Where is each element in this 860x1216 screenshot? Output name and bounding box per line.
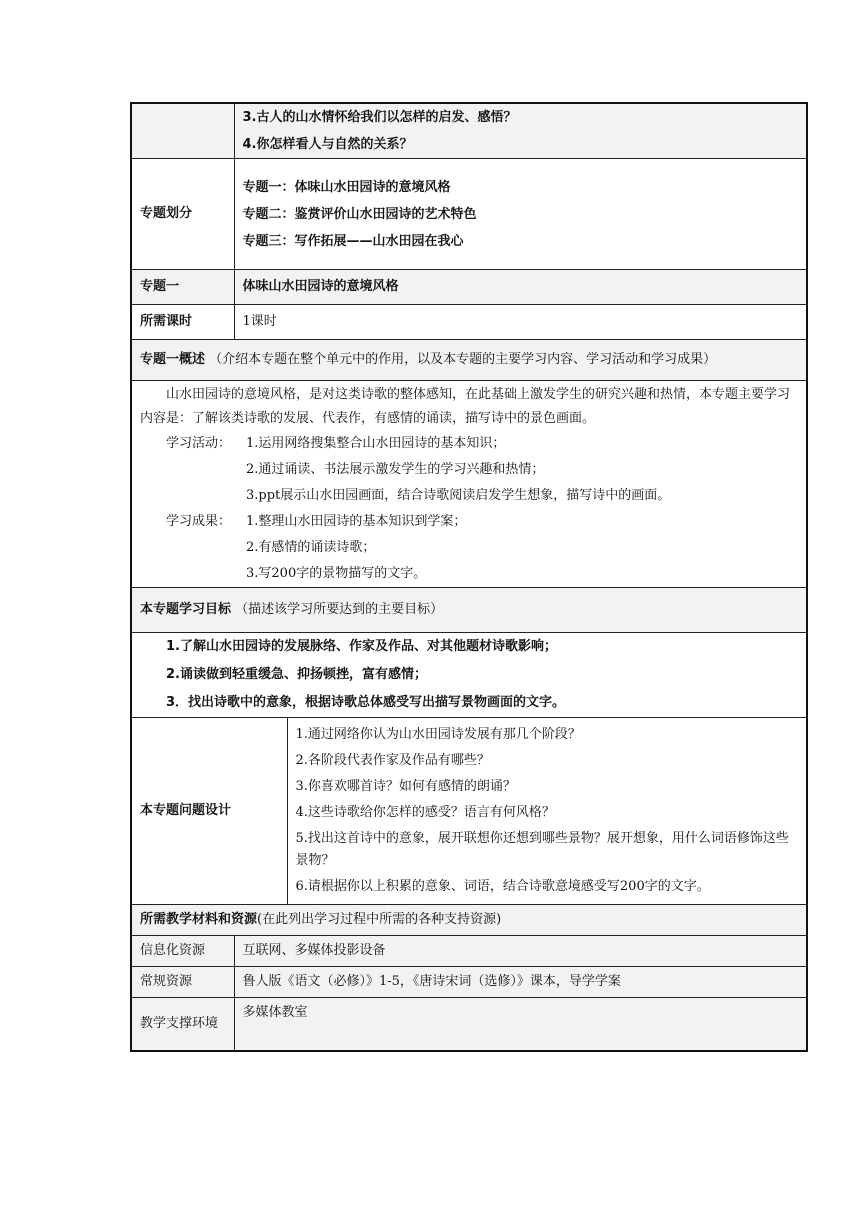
activities-label: 学习活动： bbox=[166, 436, 232, 451]
goals-content-row bbox=[131, 633, 807, 718]
topic-division-row bbox=[131, 159, 807, 270]
outcomes-list bbox=[246, 509, 798, 587]
reflection-label-cell bbox=[131, 103, 234, 159]
question-item: 5.找出这首诗中的意象，展开联想你还想到哪些景物？展开想象，用什么词语修饰这些景物？ bbox=[295, 831, 789, 868]
resource-value: 鲁人版《语文（必修）》1-5，《唐诗宋词（选修）》课本，导学学案 bbox=[234, 967, 807, 998]
resource-row bbox=[131, 936, 807, 967]
activities-list bbox=[246, 431, 798, 509]
reflection-item: 4.你怎样看人与自然的关系？ bbox=[242, 137, 413, 152]
resource-label: 教学支撑环境 bbox=[131, 998, 234, 1052]
resource-value: 互联网、多媒体投影设备 bbox=[234, 936, 807, 967]
questions-row bbox=[131, 718, 807, 905]
resource-label: 常规资源 bbox=[131, 967, 234, 998]
outcome-item: 3.写200字的景物描写的文字。 bbox=[246, 566, 427, 581]
activity-item: 1.运用网络搜集整合山水田园诗的基本知识； bbox=[246, 436, 506, 451]
plan-table bbox=[130, 102, 808, 1052]
resource-row bbox=[131, 967, 807, 998]
topic-item: 专题一：体味山水田园诗的意境风格 bbox=[242, 179, 451, 195]
class-hours-row bbox=[131, 305, 807, 340]
overview-header-row bbox=[131, 340, 807, 381]
resources-header-row bbox=[131, 905, 807, 936]
goals-header-row bbox=[131, 588, 807, 633]
class-hours-label: 所需课时 bbox=[131, 305, 234, 340]
outcome-item: 1.整理山水田园诗的基本知识到学案； bbox=[246, 514, 467, 529]
question-item: 1.通过网络你认为山水田园诗发展有那几个阶段？ bbox=[295, 727, 581, 742]
outcome-item: 2.有感情的诵读诗歌； bbox=[246, 540, 376, 555]
overview-content bbox=[131, 381, 807, 588]
overview-content-row bbox=[131, 381, 807, 588]
resources-hint: (在此列出学习过程中所需的各种支持资源) bbox=[257, 912, 502, 927]
goals-content bbox=[131, 633, 807, 718]
questions-label: 本专题问题设计 bbox=[131, 718, 287, 905]
reflection-content bbox=[234, 103, 807, 159]
outcomes-block bbox=[140, 509, 798, 587]
goal-item: 3．找出诗歌中的意象，根据诗歌总体感受写出描写景物画面的文字。 bbox=[166, 695, 566, 710]
activity-item: 3.ppt展示山水田园画面，结合诗歌阅读启发学生想象，描写诗中的画面。 bbox=[246, 488, 671, 503]
resource-row bbox=[131, 998, 807, 1052]
resources-header bbox=[131, 905, 807, 936]
topic-one-value: 体味山水田园诗的意境风格 bbox=[234, 270, 807, 305]
question-item: 6.请根据你以上积累的意象、词语，结合诗歌意境感受写200字的文字。 bbox=[295, 879, 710, 894]
activities-block bbox=[140, 431, 798, 509]
lesson-plan-table bbox=[130, 102, 806, 1052]
question-item: 4.这些诗歌给你怎样的感受？语言有何风格？ bbox=[295, 805, 555, 820]
topic-one-row bbox=[131, 270, 807, 305]
topic-item: 专题三：写作拓展——山水田园在我心 bbox=[242, 233, 464, 249]
reflection-row bbox=[131, 103, 807, 159]
goals-header bbox=[131, 588, 807, 633]
overview-hint: （介绍本专题在整个单元中的作用，以及本专题的主要学习内容、学习活动和学习成果） bbox=[209, 352, 717, 367]
reflection-item: 3.古人的山水情怀给我们以怎样的启发、感悟？ bbox=[242, 110, 517, 125]
resource-value: 多媒体教室 bbox=[234, 998, 807, 1052]
topic-item: 专题二：鉴赏评价山水田园诗的艺术特色 bbox=[242, 206, 477, 222]
overview-title: 专题一概述 bbox=[140, 352, 206, 367]
resource-label: 信息化资源 bbox=[131, 936, 234, 967]
resources-title: 所需教学材料和资源 bbox=[140, 912, 258, 927]
overview-header bbox=[131, 340, 807, 381]
goal-item: 2.诵读做到轻重缓急、抑扬顿挫，富有感情； bbox=[166, 667, 427, 682]
topic-division-content bbox=[234, 159, 807, 270]
goals-hint: （描述该学习所要达到的主要目标） bbox=[235, 602, 444, 617]
activity-item: 2.通过诵读、书法展示激发学生的学习兴趣和热情； bbox=[246, 462, 545, 477]
overview-intro: 山水田园诗的意境风格，是对这类诗歌的整体感知，在此基础上激发学生的研究兴趣和热情，本专题主要学习内容是：了解该类诗歌的发展、代表作，有感情的诵读，描写诗中的景色画面。 bbox=[140, 387, 791, 426]
outcomes-label: 学习成果： bbox=[166, 514, 232, 529]
question-item: 2.各阶段代表作家及作品有哪些？ bbox=[295, 753, 490, 768]
questions-content bbox=[287, 718, 807, 905]
question-item: 3.你喜欢哪首诗？如何有感情的朗诵？ bbox=[295, 779, 516, 794]
topic-one-label: 专题一 bbox=[131, 270, 234, 305]
topic-division-label: 专题划分 bbox=[131, 159, 234, 270]
goal-item: 1.了解山水田园诗的发展脉络、作家及作品、对其他题材诗歌影响； bbox=[166, 639, 557, 654]
goals-title: 本专题学习目标 bbox=[140, 602, 232, 617]
class-hours-value: 1课时 bbox=[234, 305, 807, 340]
